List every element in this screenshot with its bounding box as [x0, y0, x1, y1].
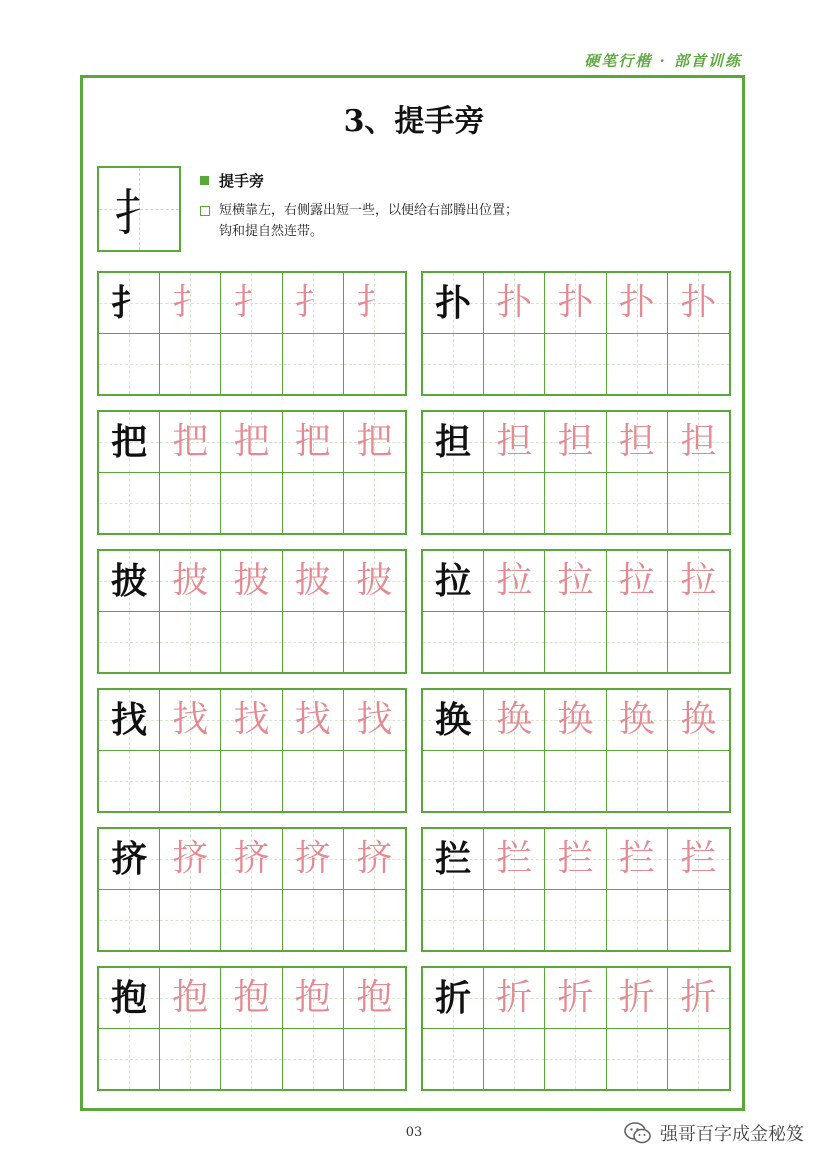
- model-character: 扌: [111, 281, 148, 324]
- trace-cell: [423, 829, 484, 890]
- model-character: 披: [111, 559, 148, 602]
- blank-practice-cell: [423, 890, 484, 951]
- trace-cell: [283, 412, 344, 473]
- blank-practice-cell: [344, 473, 405, 534]
- model-character: 担: [435, 420, 472, 463]
- trace-cell: [283, 551, 344, 612]
- practice-grid: [97, 827, 407, 952]
- blank-practice-cell: [344, 1029, 405, 1090]
- trace-character: 披: [294, 559, 331, 601]
- description-heading-text: 提手旁: [219, 172, 265, 190]
- trace-character: 换: [557, 698, 594, 740]
- practice-grid: [421, 410, 731, 535]
- trace-cell: [484, 412, 545, 473]
- trace-character: 把: [356, 420, 393, 462]
- blank-practice-cell: [160, 473, 221, 534]
- blank-practice-cell: [160, 612, 221, 673]
- trace-cell: [221, 551, 282, 612]
- trace-cell: [423, 551, 484, 612]
- blank-practice-cell: [423, 334, 484, 395]
- trace-cell: [423, 968, 484, 1029]
- sample-character: 扌: [114, 184, 164, 242]
- trace-character: 拦: [496, 837, 533, 879]
- trace-character: 找: [233, 698, 270, 740]
- model-character: 拦: [435, 837, 472, 880]
- trace-character: 扑: [557, 281, 594, 323]
- blank-practice-cell: [344, 890, 405, 951]
- trace-character: 抱: [233, 976, 270, 1018]
- trace-cell: [545, 968, 606, 1029]
- blank-practice-cell: [99, 1029, 160, 1090]
- trace-character: 挤: [294, 837, 331, 879]
- blank-practice-cell: [484, 473, 545, 534]
- sample-character-box: [97, 166, 181, 252]
- trace-character: 扌: [356, 281, 393, 323]
- blank-practice-cell: [283, 334, 344, 395]
- trace-cell: [221, 968, 282, 1029]
- watermark-text: 强哥百字成金秘笈: [660, 1124, 804, 1145]
- practice-grid: [97, 410, 407, 535]
- trace-character: 抱: [356, 976, 393, 1018]
- trace-character: 挤: [233, 837, 270, 879]
- blank-practice-cell: [668, 890, 729, 951]
- trace-character: 拦: [618, 837, 655, 879]
- trace-character: 找: [294, 698, 331, 740]
- blank-practice-cell: [344, 334, 405, 395]
- blank-practice-cell: [423, 751, 484, 812]
- blank-practice-cell: [160, 890, 221, 951]
- blank-practice-cell: [484, 1029, 545, 1090]
- trace-cell: [545, 273, 606, 334]
- trace-character: 换: [496, 698, 533, 740]
- trace-character: 把: [233, 420, 270, 462]
- blank-practice-cell: [668, 751, 729, 812]
- trace-cell: [668, 690, 729, 751]
- trace-cell: [484, 273, 545, 334]
- trace-character: 折: [680, 976, 717, 1018]
- trace-cell: [423, 412, 484, 473]
- blank-practice-cell: [99, 612, 160, 673]
- model-character: 把: [111, 420, 148, 463]
- blank-practice-cell: [221, 1029, 282, 1090]
- trace-cell: [344, 690, 405, 751]
- blank-practice-cell: [423, 473, 484, 534]
- trace-cell: [484, 829, 545, 890]
- blank-practice-cell: [160, 751, 221, 812]
- trace-cell: [607, 412, 668, 473]
- trace-character: 拉: [680, 559, 717, 601]
- page-number: 03: [405, 1125, 423, 1140]
- trace-cell: [545, 551, 606, 612]
- trace-cell: [160, 690, 221, 751]
- trace-cell: [668, 551, 729, 612]
- blank-practice-cell: [484, 612, 545, 673]
- filled-square-icon: [200, 176, 209, 185]
- blank-practice-cell: [668, 334, 729, 395]
- model-character: 抱: [111, 976, 148, 1019]
- trace-cell: [99, 690, 160, 751]
- trace-cell: [283, 829, 344, 890]
- blank-practice-cell: [283, 1029, 344, 1090]
- trace-cell: [607, 690, 668, 751]
- trace-character: 挤: [356, 837, 393, 879]
- trace-cell: [484, 551, 545, 612]
- blank-practice-cell: [283, 473, 344, 534]
- trace-cell: [668, 273, 729, 334]
- blank-practice-cell: [545, 890, 606, 951]
- trace-character: 拉: [618, 559, 655, 601]
- trace-character: 找: [172, 698, 209, 740]
- trace-character: 抱: [172, 976, 209, 1018]
- trace-cell: [423, 273, 484, 334]
- trace-cell: [545, 412, 606, 473]
- blank-practice-cell: [423, 612, 484, 673]
- blank-practice-cell: [545, 1029, 606, 1090]
- trace-character: 披: [356, 559, 393, 601]
- blank-practice-cell: [545, 334, 606, 395]
- model-character: 扑: [435, 281, 472, 324]
- trace-cell: [221, 273, 282, 334]
- trace-character: 担: [680, 420, 717, 462]
- trace-character: 折: [496, 976, 533, 1018]
- practice-grid: [97, 966, 407, 1091]
- description-body: [200, 200, 720, 242]
- trace-character: 挤: [172, 837, 209, 879]
- blank-practice-cell: [160, 334, 221, 395]
- trace-character: 换: [680, 698, 717, 740]
- trace-cell: [668, 829, 729, 890]
- trace-character: 把: [172, 420, 209, 462]
- trace-character: 抱: [294, 976, 331, 1018]
- blank-practice-cell: [344, 751, 405, 812]
- trace-cell: [99, 273, 160, 334]
- trace-cell: [344, 273, 405, 334]
- wechat-icon: [624, 1122, 652, 1144]
- trace-character: 担: [557, 420, 594, 462]
- header-title: 硬笔行楷 · 部首训练: [584, 52, 742, 70]
- blank-practice-cell: [160, 1029, 221, 1090]
- blank-practice-cell: [283, 751, 344, 812]
- trace-cell: [545, 690, 606, 751]
- practice-grid: [97, 549, 407, 674]
- trace-character: 折: [618, 976, 655, 1018]
- trace-character: 拦: [680, 837, 717, 879]
- blank-practice-cell: [607, 612, 668, 673]
- trace-character: 担: [618, 420, 655, 462]
- trace-character: 扑: [680, 281, 717, 323]
- trace-character: 扌: [233, 281, 270, 323]
- blank-practice-cell: [221, 473, 282, 534]
- trace-cell: [221, 829, 282, 890]
- trace-character: 找: [356, 698, 393, 740]
- model-character: 换: [435, 698, 472, 741]
- description-heading: [200, 170, 720, 191]
- radical-description: [200, 170, 720, 242]
- trace-cell: [99, 968, 160, 1029]
- trace-character: 披: [233, 559, 270, 601]
- trace-cell: [668, 412, 729, 473]
- blank-practice-cell: [607, 1029, 668, 1090]
- trace-cell: [344, 829, 405, 890]
- model-character: 挤: [111, 837, 148, 880]
- blank-practice-cell: [668, 612, 729, 673]
- trace-cell: [607, 273, 668, 334]
- trace-character: 拉: [496, 559, 533, 601]
- blank-practice-cell: [283, 890, 344, 951]
- blank-practice-cell: [607, 334, 668, 395]
- trace-character: 换: [618, 698, 655, 740]
- practice-grid: [97, 688, 407, 813]
- trace-character: 折: [557, 976, 594, 1018]
- trace-cell: [484, 968, 545, 1029]
- blank-practice-cell: [221, 890, 282, 951]
- watermark: [624, 1120, 804, 1146]
- trace-character: 扑: [618, 281, 655, 323]
- blank-practice-cell: [99, 473, 160, 534]
- trace-cell: [283, 690, 344, 751]
- hollow-square-icon: [200, 206, 210, 216]
- trace-character: 扌: [294, 281, 331, 323]
- trace-cell: [99, 829, 160, 890]
- practice-grid: [421, 549, 731, 674]
- blank-practice-cell: [423, 1029, 484, 1090]
- blank-practice-cell: [668, 1029, 729, 1090]
- blank-practice-cell: [344, 612, 405, 673]
- page-title: 3、提手旁: [343, 104, 485, 139]
- practice-grid: [421, 966, 731, 1091]
- blank-practice-cell: [545, 612, 606, 673]
- practice-grid: [421, 827, 731, 952]
- trace-character: 把: [294, 420, 331, 462]
- trace-cell: [99, 412, 160, 473]
- trace-cell: [607, 829, 668, 890]
- trace-character: 披: [172, 559, 209, 601]
- trace-cell: [607, 551, 668, 612]
- trace-cell: [160, 551, 221, 612]
- practice-grid: [421, 688, 731, 813]
- trace-cell: [221, 412, 282, 473]
- trace-cell: [221, 690, 282, 751]
- trace-character: 拉: [557, 559, 594, 601]
- trace-cell: [607, 968, 668, 1029]
- trace-cell: [283, 273, 344, 334]
- trace-cell: [668, 968, 729, 1029]
- trace-character: 扌: [172, 281, 209, 323]
- trace-cell: [160, 829, 221, 890]
- trace-character: 担: [496, 420, 533, 462]
- blank-practice-cell: [607, 473, 668, 534]
- trace-cell: [423, 690, 484, 751]
- description-line: 钩和提自然连带。: [219, 224, 324, 239]
- trace-cell: [160, 412, 221, 473]
- model-character: 折: [435, 976, 472, 1019]
- blank-practice-cell: [545, 473, 606, 534]
- trace-cell: [160, 968, 221, 1029]
- trace-character: 扑: [496, 281, 533, 323]
- blank-practice-cell: [99, 751, 160, 812]
- blank-practice-cell: [607, 890, 668, 951]
- blank-practice-cell: [221, 751, 282, 812]
- trace-cell: [344, 551, 405, 612]
- blank-practice-cell: [484, 334, 545, 395]
- model-character: 拉: [435, 559, 472, 602]
- trace-cell: [545, 829, 606, 890]
- blank-practice-cell: [484, 751, 545, 812]
- blank-practice-cell: [283, 612, 344, 673]
- blank-practice-cell: [668, 473, 729, 534]
- trace-cell: [344, 968, 405, 1029]
- description-line: 短横靠左，右侧露出短一些，以便给右部腾出位置；: [219, 203, 519, 218]
- blank-practice-cell: [99, 334, 160, 395]
- practice-grid: [421, 271, 731, 396]
- trace-cell: [99, 551, 160, 612]
- trace-cell: [160, 273, 221, 334]
- model-character: 找: [111, 698, 148, 741]
- trace-cell: [484, 690, 545, 751]
- trace-character: 拦: [557, 837, 594, 879]
- blank-practice-cell: [484, 890, 545, 951]
- blank-practice-cell: [545, 751, 606, 812]
- trace-cell: [344, 412, 405, 473]
- blank-practice-cell: [221, 334, 282, 395]
- blank-practice-cell: [99, 890, 160, 951]
- practice-grid: [97, 271, 407, 396]
- blank-practice-cell: [607, 751, 668, 812]
- blank-practice-cell: [221, 612, 282, 673]
- trace-cell: [283, 968, 344, 1029]
